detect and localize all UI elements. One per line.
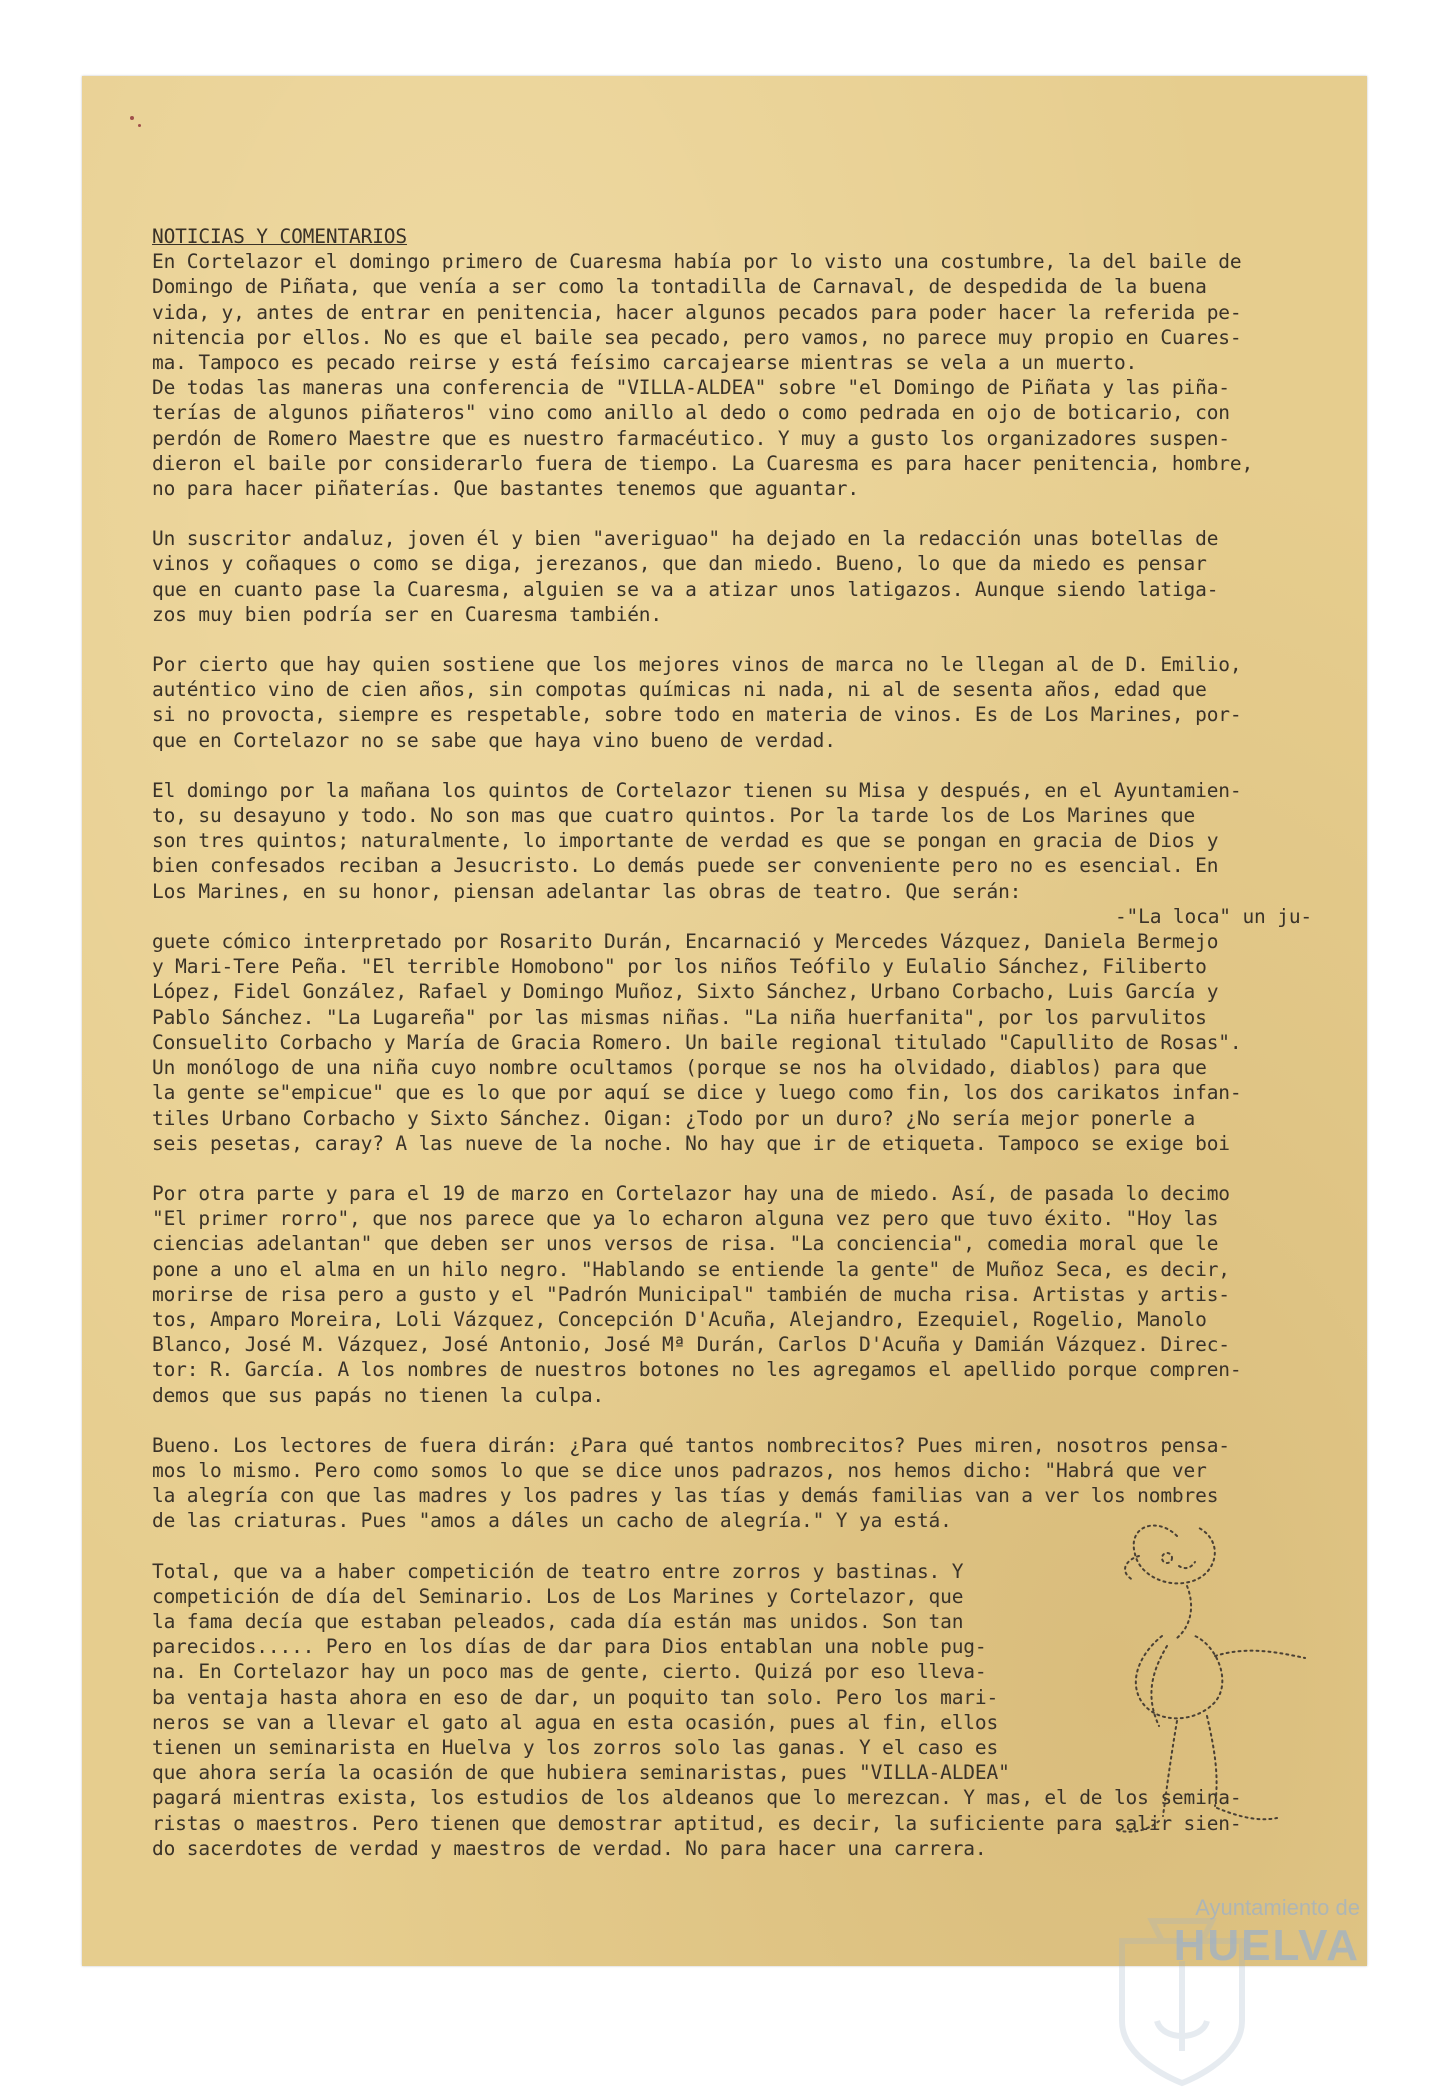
text-line: ba ventaja hasta ahora en eso de dar, un poquito tan solo. Pero los mari- bbox=[152, 1685, 999, 1709]
document-heading: NOTICIAS Y COMENTARIOS bbox=[152, 225, 407, 248]
text-line: tos, Amparo Moreira, Loli Vázquez, Concepción D'Acuña, Alejandro, Ezequiel, Rogelio, Manolo bbox=[152, 1307, 1207, 1331]
text-line: tor: R. García. A los nombres de nuestros botones no les agregamos el apellido porque compren- bbox=[152, 1358, 1242, 1382]
text-line: neros se van a llevar el gato al agua en esta ocasión, pues al fin, ellos bbox=[152, 1710, 999, 1734]
text-line: to, su desayuno y todo. No son mas que cuatro quintos. Por la tarde los de Los Marines que bbox=[152, 804, 1196, 828]
text-line: El domingo por la mañana los quintos de Cortelazor tienen su Misa y después, en el Ayuntamien- bbox=[152, 778, 1242, 802]
text-line: Consuelito Corbacho y María de Gracia Romero. Un baile regional titulado "Capullito de Rosas". bbox=[152, 1030, 1242, 1054]
text-line: De todas las maneras una conferencia de "VILLA-ALDEA" sobre "el Domingo de Piñata y las piña- bbox=[152, 376, 1230, 400]
stippled-cartoon-figure bbox=[1067, 1496, 1327, 1876]
paragraph-vinos bbox=[152, 652, 1322, 753]
text-line: la gente se"empicue" que es lo que por aquí se dice y luego como fin, los dos carikatos infan- bbox=[152, 1081, 1242, 1105]
text-line: tiles Urbano Corbacho y Sixto Sánchez. Oigan: ¿Todo por un duro? ¿No sería mejor ponerle a bbox=[152, 1106, 1196, 1130]
text-line: ma. Tampoco es pecado reirse y está feísimo carcajearse mientras se vela a un muerto. bbox=[152, 351, 1138, 375]
text-line: competición de día del Seminario. Los de Los Marines y Cortelazor, que bbox=[152, 1584, 964, 1608]
text-line: perdón de Romero Maestre que es nuestro farmacéutico. Y muy a gusto los organizadores suspen- bbox=[152, 426, 1230, 450]
text-line: Bueno. Los lectores de fuera dirán: ¿Para qué tantos nombrecitos? Pues miren, nosotros pensa- bbox=[152, 1433, 1230, 1457]
text-line: do sacerdotes de verdad y maestros de verdad. No para hacer una carrera. bbox=[152, 1836, 987, 1860]
text-line: tienen un seminarista en Huelva y los zorros solo las ganas. Y el caso es bbox=[152, 1735, 999, 1759]
text-line: son tres quintos; naturalmente, lo importante de verdad es que se pongan en gracia de Dios y bbox=[152, 829, 1219, 853]
text-line: bien confesados reciban a Jesucristo. Lo demás puede ser conveniente pero no es esencial. En bbox=[152, 854, 1219, 878]
text-line: Un monólogo de una niña cuyo nombre ocultamos (porque se nos ha olvidado, diablos) para que bbox=[152, 1056, 1207, 1080]
text-line: Total, que va a haber competición de teatro entre zorros y bastinas. Y bbox=[152, 1559, 964, 1583]
text-line: Blanco, José M. Vázquez, José Antonio, José Mª Durán, Carlos D'Acuña y Damián Vázquez. Direc- bbox=[152, 1333, 1230, 1357]
text-line: Un suscritor andaluz, joven él y bien "averiguao" ha dejado en la redacción unas botellas de bbox=[152, 527, 1219, 551]
text-line: auténtico vino de cien años, sin compotas químicas ni nada, ni al de sesenta años, edad que bbox=[152, 678, 1207, 702]
text-line: parecidos..... Pero en los días de dar para Dios entablan una noble pug- bbox=[152, 1635, 987, 1659]
text-line: guete cómico interpretado por Rosarito Durán, Encarnació y Mercedes Vázquez, Daniela Bermejo bbox=[152, 930, 1219, 954]
text-line: que en cuanto pase la Cuaresma, alguien se va a atizar unos latigazos. Aunque siendo latiga- bbox=[152, 577, 1219, 601]
text-line: demos que sus papás no tienen la culpa. bbox=[152, 1383, 605, 1407]
narrow-column bbox=[152, 1559, 1072, 1786]
watermark-line1: Ayuntamiento de bbox=[1195, 1895, 1360, 1920]
text-line: de las criaturas. Pues "amos a dáles un cacho de alegría." Y ya está. bbox=[152, 1509, 952, 1533]
text-line: En Cortelazor el domingo primero de Cuaresma había por lo visto una costumbre, la del baile de bbox=[152, 250, 1242, 274]
paragraph-suscritor bbox=[152, 526, 1322, 627]
text-line: Pablo Sánchez. "La Lugareña" por las mismas niñas. "La niña huerfanita", por los parvulitos bbox=[152, 1005, 1207, 1029]
text-line: -"La loca" un ju- bbox=[1114, 904, 1312, 928]
paper-speck bbox=[130, 116, 134, 120]
paragraph-pinata bbox=[152, 249, 1322, 501]
typed-sheet bbox=[82, 76, 1367, 1966]
text-line: no para hacer piñaterías. Que bastantes tenemos que aguantar. bbox=[152, 477, 859, 501]
text-line: dieron el baile por considerarlo fuera de tiempo. La Cuaresma es para hacer penitencia, hombre, bbox=[152, 451, 1254, 475]
text-line: Por otra parte y para el 19 de marzo en Cortelazor hay una de miedo. Así, de pasada lo decimo bbox=[152, 1181, 1230, 1205]
text-line: ristas o maestros. Pero tienen que demostrar aptitud, es decir, la suficiente para salir sien- bbox=[152, 1811, 1242, 1835]
text-line: vinos y coñaques o como se diga, jerezanos, que dan miedo. Bueno, lo que da miedo es pensar bbox=[152, 552, 1207, 576]
text-line: Los Marines, en su honor, piensan adelantar las obras de teatro. Que serán: bbox=[152, 879, 1022, 903]
text-line: mos lo mismo. Pero como somos lo que se dice unos padrazos, nos hemos dicho: "Habrá que ver bbox=[152, 1458, 1207, 1482]
text-line: terías de algunos piñateros" vino como anillo al dedo o como pedrada en ojo de boticario, con bbox=[152, 401, 1230, 425]
text-line: Domingo de Piñata, que venía a ser como la tontadilla de Carnaval, de despedida de la buena bbox=[152, 275, 1207, 299]
paragraph-quintos bbox=[152, 778, 1322, 1156]
text-line: nitencia por ellos. No es que el baile sea pecado, pero vamos, no parece muy propio en Cuares- bbox=[152, 325, 1242, 349]
watermark-line2: HUELVA bbox=[1173, 1921, 1360, 1970]
text-line: López, Fidel González, Rafael y Domingo Muñoz, Sixto Sánchez, Urbano Corbacho, Luis García y bbox=[152, 980, 1219, 1004]
text-line: que en Cortelazor no se sabe que haya vino bueno de verdad. bbox=[152, 728, 836, 752]
text-line: pone a uno el alma en un hilo negro. "Hablando se entiende la gente" de Muñoz Seca, es decir, bbox=[152, 1257, 1230, 1281]
text-line: ciencias adelantan" que deben ser unos versos de risa. "La conciencia", comedia moral que le bbox=[152, 1232, 1219, 1256]
text-line: "El primer rorro", que nos parece que ya lo echaron alguna vez pero que tuvo éxito. "Hoy las bbox=[152, 1207, 1219, 1231]
paragraph-19-marzo bbox=[152, 1181, 1322, 1408]
text-line: seis pesetas, caray? A las nueve de la noche. No hay que ir de etiqueta. Tampoco se exige boi bbox=[152, 1131, 1230, 1155]
text-line: zos muy bien podría ser en Cuaresma también. bbox=[152, 602, 662, 626]
text-line: que ahora sería la ocasión de que hubiera seminaristas, pues "VILLA-ALDEA" bbox=[152, 1761, 1010, 1785]
text-line: vida, y, antes de entrar en penitencia, hacer algunos pecados para poder hacer la referida pe- bbox=[152, 300, 1242, 324]
text-line: la fama decía que estaban peleados, cada día están mas unidos. Son tan bbox=[152, 1609, 964, 1633]
text-line: na. En Cortelazor hay un poco mas de gente, cierto. Quizá por eso lleva- bbox=[152, 1660, 987, 1684]
text-line: la alegría con que las madres y los padres y las tías y demás familias van a ver los nombres bbox=[152, 1484, 1219, 1508]
text-line: y Mari-Tere Peña. "El terrible Homobono" por los niños Teófilo y Eulalio Sánchez, Filiberto bbox=[152, 955, 1207, 979]
municipal-watermark bbox=[1160, 1895, 1360, 1971]
text-line: Por cierto que hay quien sostiene que los mejores vinos de marca no le llegan al de D. Emilio, bbox=[152, 653, 1242, 677]
text-line: morirse de risa pero a gusto y el "Padrón Municipal" también de mucha risa. Artistas y artis- bbox=[152, 1282, 1230, 1306]
paper-speck bbox=[138, 124, 141, 127]
text-line: si no provocta, siempre es respetable, sobre todo en materia de vinos. Es de Los Marines, por- bbox=[152, 703, 1242, 727]
text-line: pagará mientras exista, los estudios de los aldeanos que lo merezcan. Y mas, el de los semina- bbox=[152, 1786, 1242, 1810]
